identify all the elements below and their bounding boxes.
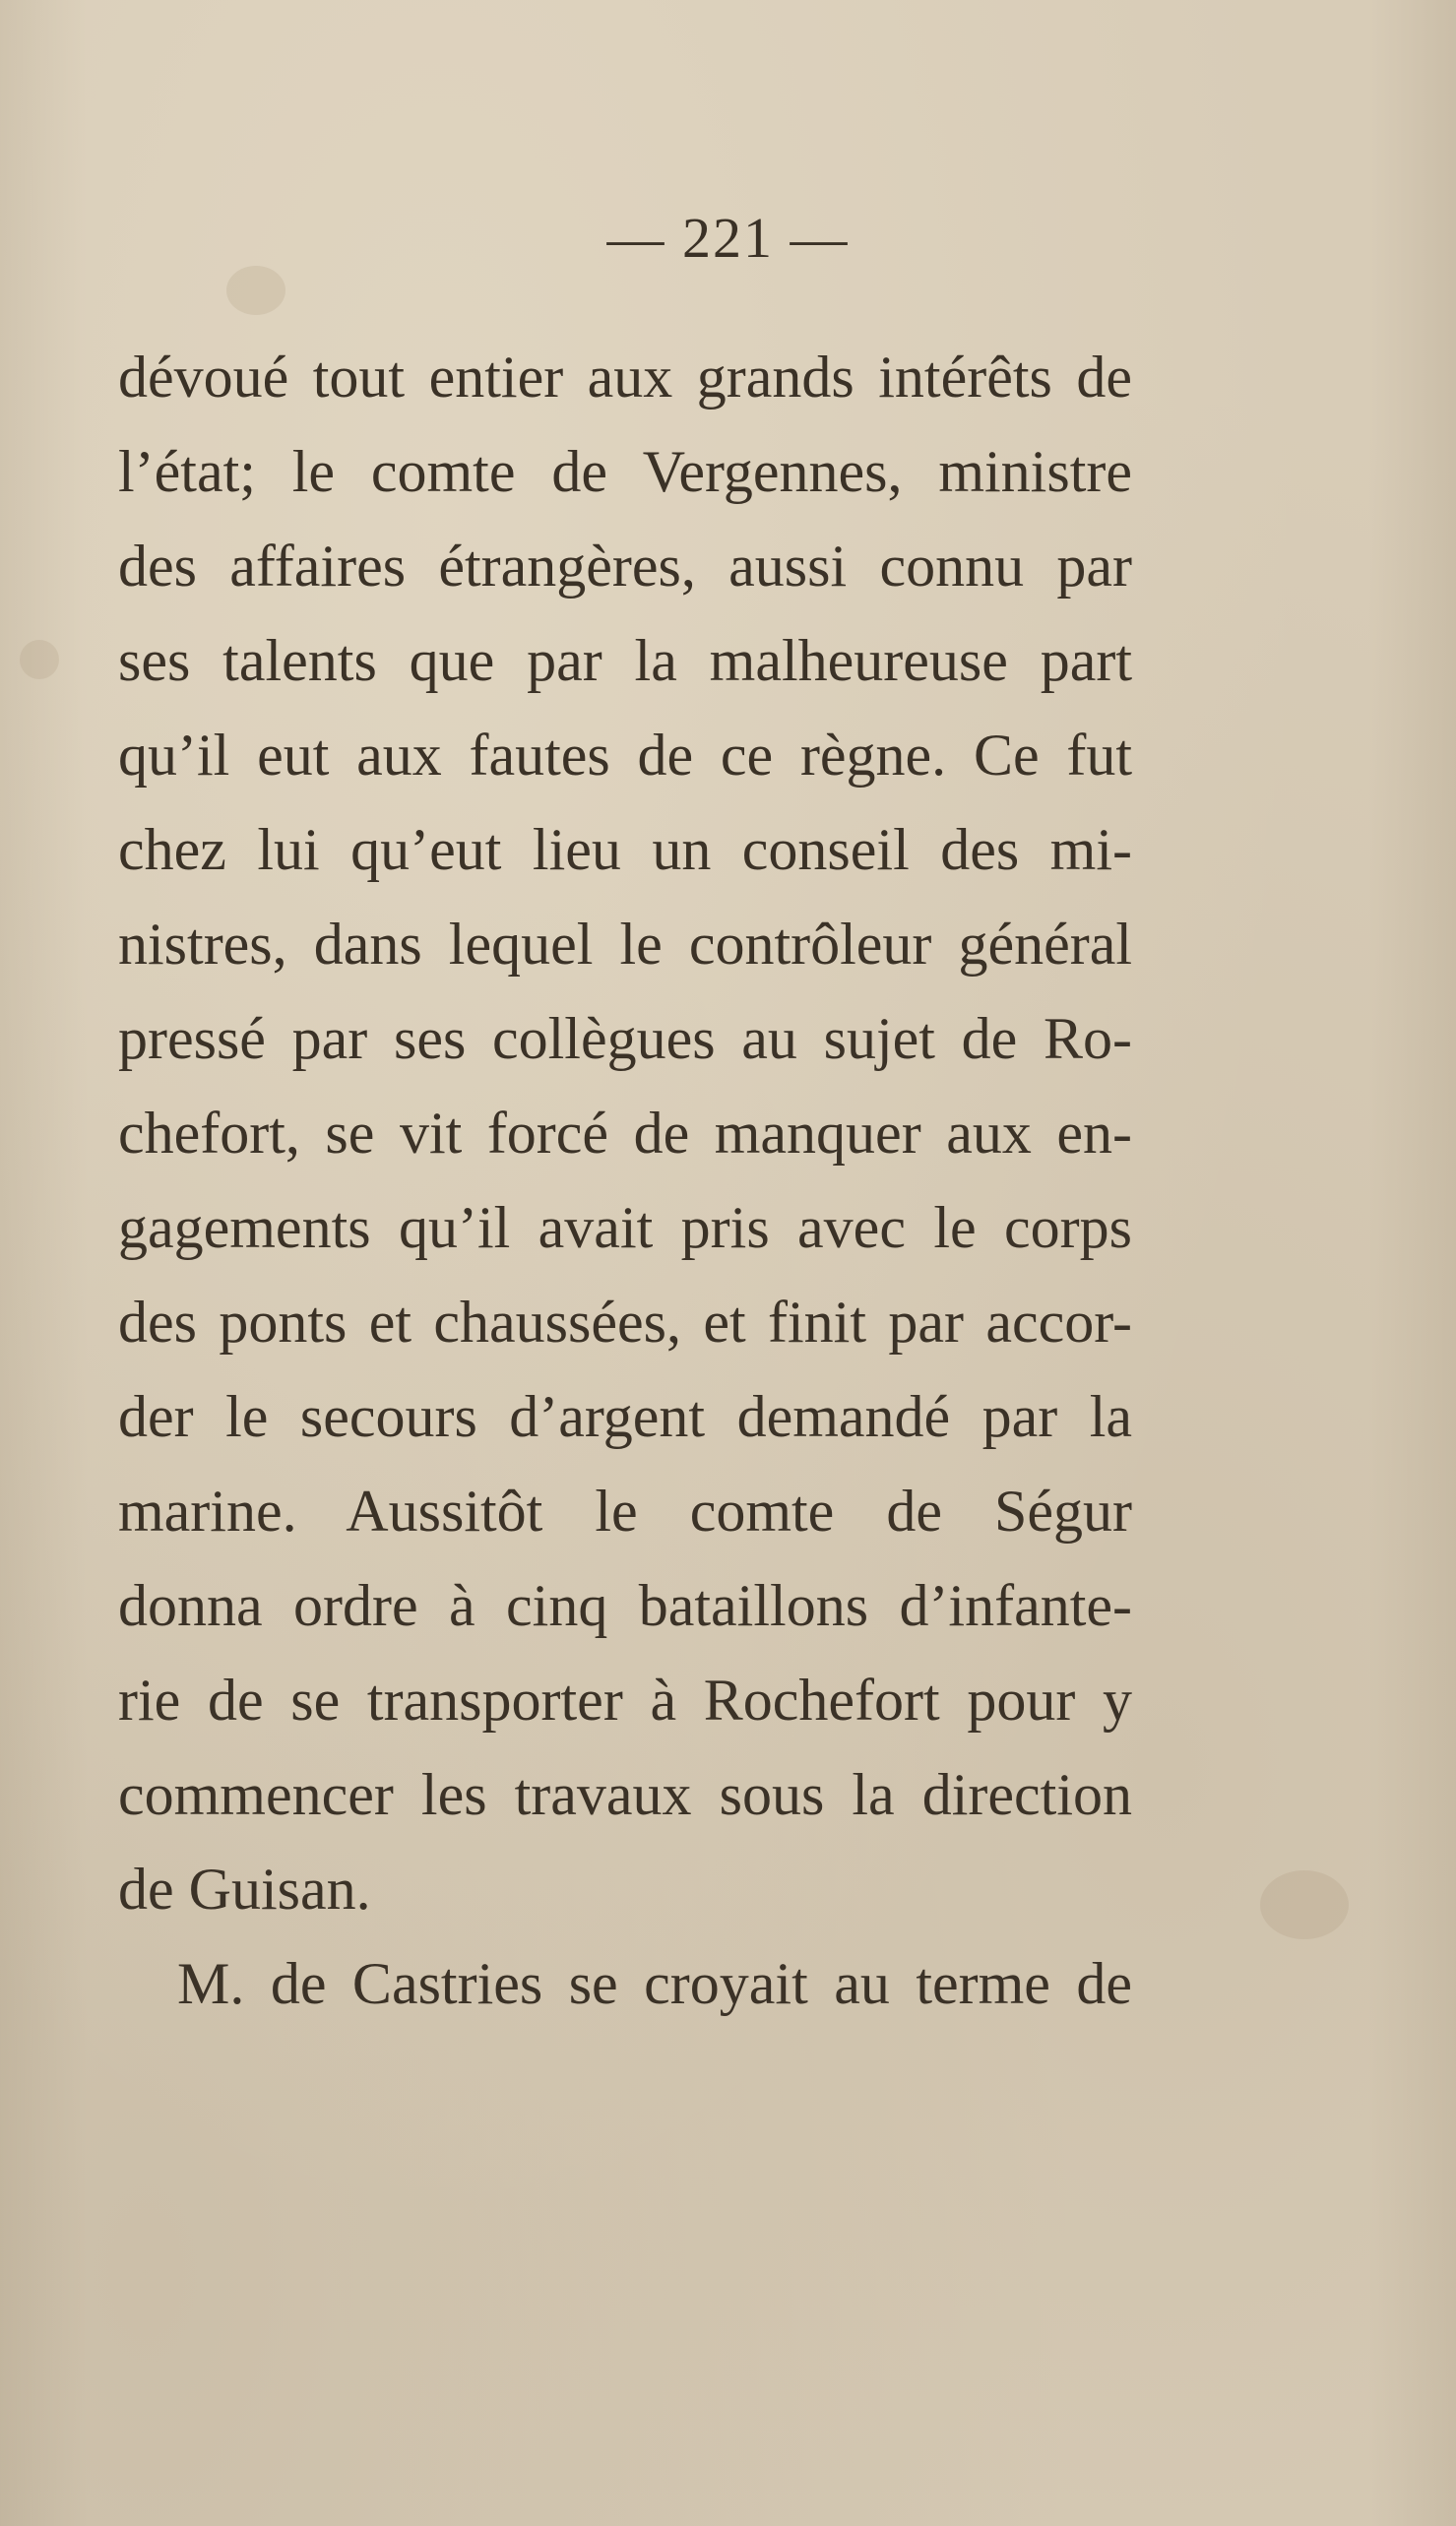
text-line: de Guisan. bbox=[118, 1857, 371, 1922]
text-line: rie de se transporter à Rochefort pour y bbox=[118, 1668, 1132, 1733]
text-line: dévoué tout entier aux grands intérêts de bbox=[118, 345, 1132, 410]
text-line: des ponts et chaussées, et finit par accor- bbox=[118, 1290, 1132, 1355]
text-line: qu’il eut aux fautes de ce règne. Ce fut bbox=[118, 723, 1132, 788]
text-line: donna ordre à cinq bataillons d’infante- bbox=[118, 1573, 1132, 1638]
text-line: M. de Castries se croyait au terme de bbox=[177, 1951, 1132, 2016]
text-line: commencer les travaux sous la direction bbox=[118, 1762, 1132, 1827]
text-line: pressé par ses collègues au sujet de Ro- bbox=[118, 1006, 1132, 1071]
text-line: l’état; le comte de Vergennes, ministre bbox=[118, 439, 1132, 504]
text-line: der le secours d’argent demandé par la bbox=[118, 1384, 1132, 1449]
text-line: gagements qu’il avait pris avec le corps bbox=[118, 1195, 1132, 1260]
page-number: — 221 — bbox=[606, 206, 850, 270]
text-line: chez lui qu’eut lieu un conseil des mi- bbox=[118, 817, 1132, 882]
body-text bbox=[118, 330, 1132, 2031]
text-line: chefort, se vit forcé de manquer aux en- bbox=[118, 1101, 1132, 1166]
paper-stain bbox=[1260, 1870, 1349, 1939]
text-line: nistres, dans lequel le contrôleur général bbox=[118, 912, 1132, 977]
paper-stain bbox=[226, 266, 285, 315]
paper-stain bbox=[20, 640, 59, 679]
text-line: des affaires étrangères, aussi connu par bbox=[118, 534, 1132, 599]
text-line: ses talents que par la malheureuse part bbox=[118, 628, 1132, 693]
text-line: marine. Aussitôt le comte de Ségur bbox=[118, 1479, 1132, 1544]
